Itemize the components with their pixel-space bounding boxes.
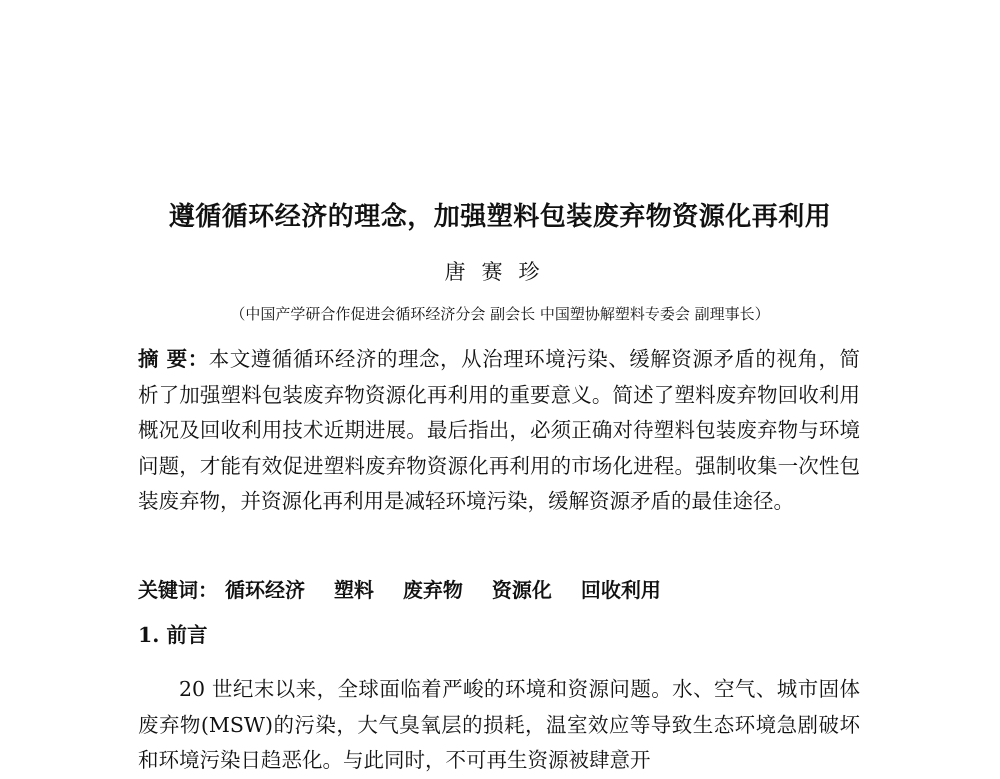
keyword: 回收利用	[580, 578, 661, 602]
keyword: 废弃物	[402, 578, 463, 602]
keyword: 资源化	[491, 578, 552, 602]
body-paragraph: 20 世纪末以来，全球面临着严峻的环境和资源问题。水、空气、城市固体废弃物(MSW)的污染，大气臭氧层的损耗，温室效应等导致生态环境急剧破坏和环境污染日趋恶化。与此同时，不可再生资源被肆意开	[138, 677, 860, 772]
author-affiliation: （中国产学研合作促进会循环经济分会 副会长 中国塑协解塑料专委会 副理事长）	[230, 305, 770, 323]
keyword: 循环经济	[224, 578, 305, 602]
section-heading: 1. 前言	[138, 623, 208, 647]
abstract-text: 本文遵循循环经济的理念，从治理环境污染、缓解资源矛盾的视角，简析了加强塑料包装废弃物资源化再利用的重要意义。简述了塑料废弃物回收利用概况及回收利用技术近期进展。最后指出，必须正确对待塑料包装废弃物与环境问题，才能有效促进塑料废弃物资源化再利用的市场化进程。强制收集一次性包装废弃物，并资源化再利用是减轻环境污染，缓解资源矛盾的最佳途径。	[138, 347, 861, 513]
abstract	[138, 342, 860, 520]
author-name: 唐赛珍	[444, 260, 556, 284]
keywords	[138, 574, 860, 603]
paper-title: 遵循循环经济的理念，加强塑料包装废弃物资源化再利用	[168, 202, 832, 232]
keywords-label: 关键词：	[138, 578, 218, 602]
abstract-label: 摘 要：	[138, 347, 209, 371]
keyword: 塑料	[333, 578, 374, 602]
